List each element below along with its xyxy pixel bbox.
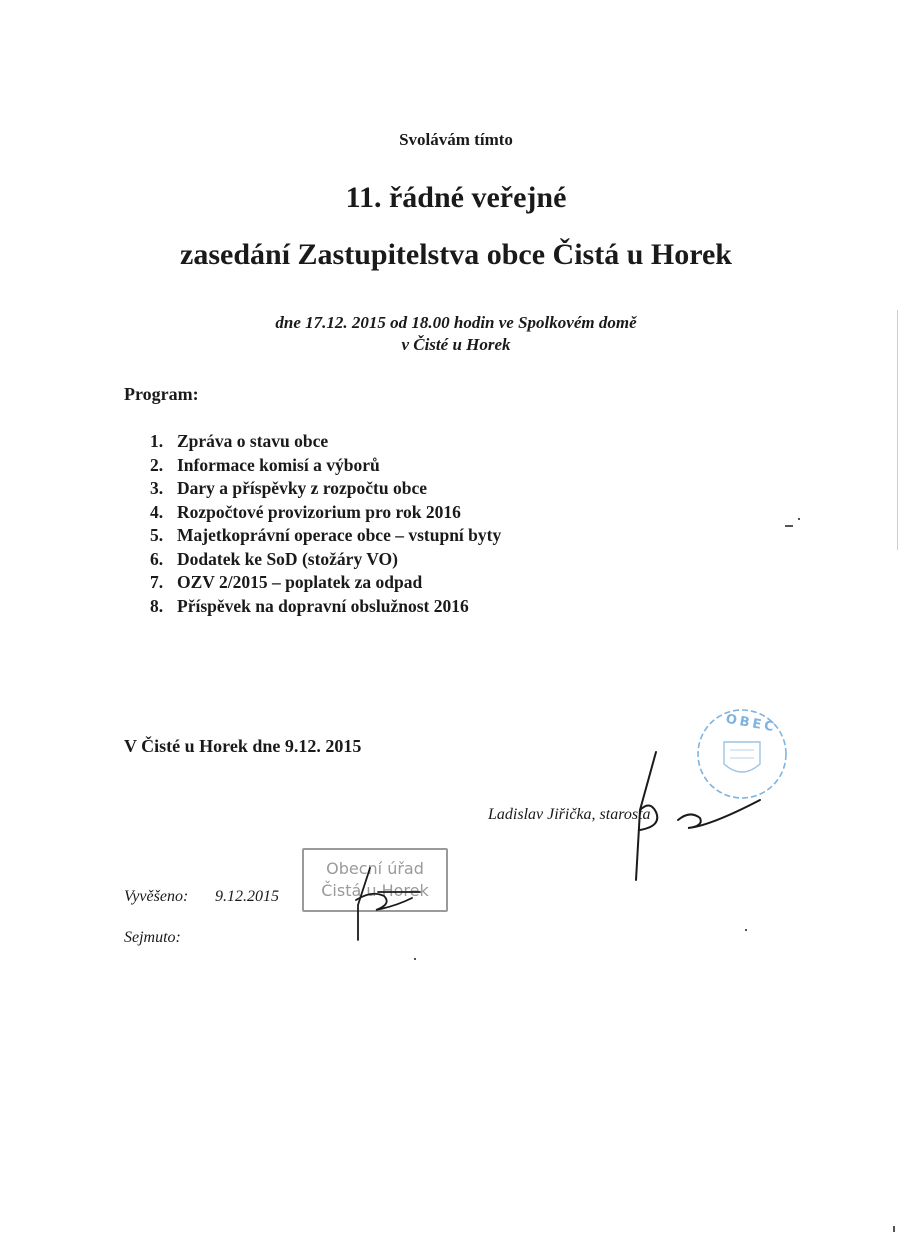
meeting-place-line: v Čisté u Horek: [401, 335, 511, 354]
scan-speck: [414, 958, 416, 960]
mayor-name: Ladislav Jiřička, starosta: [488, 806, 651, 823]
agenda-list: [150, 430, 501, 618]
agenda-item: [150, 524, 501, 548]
agenda-item-number: 8.: [150, 595, 164, 616]
agenda-item: [150, 454, 501, 478]
agenda-item-text: Informace komisí a výborů: [177, 454, 380, 475]
agenda-item-text: Zpráva o stavu obce: [177, 431, 329, 451]
municipal-seal-icon: [690, 702, 790, 802]
agenda-item: [150, 548, 501, 572]
place-and-date: V Čisté u Horek dne 9.12. 2015: [124, 736, 362, 756]
scan-speck: [798, 518, 800, 520]
agenda-item-number: 6.: [150, 548, 164, 569]
agenda-item-number: 7.: [150, 572, 164, 592]
agenda-item: [150, 501, 501, 525]
agenda-item: [150, 571, 501, 595]
agenda-item-text: Dodatek ke SoD (stožáry VO): [177, 548, 398, 569]
svg-text:OBEC: OBEC: [724, 711, 778, 736]
removed-label: Sejmuto:: [124, 929, 181, 946]
title-line-1: 11. řádné veřejné: [345, 181, 567, 214]
agenda-item: [150, 477, 501, 501]
agenda-item-text: Příspěvek na dopravní obslužnost 2016: [177, 595, 469, 616]
agenda-item-text: Majetkoprávní operace obce – vstupní byty: [177, 525, 502, 545]
agenda-item-text: Rozpočtové provizorium pro rok 2016: [177, 501, 461, 522]
scan-speck: [745, 929, 747, 931]
agenda-item-text: Dary a příspěvky z rozpočtu obce: [177, 478, 427, 498]
agenda-item-number: 5.: [150, 525, 164, 545]
scan-speck: [893, 1226, 895, 1232]
posted-date: 9.12.2015: [215, 888, 279, 905]
agenda-item-number: 3.: [150, 478, 164, 498]
agenda-item-number: 1.: [150, 431, 164, 451]
agenda-item: [150, 430, 501, 454]
agenda-item-text: OZV 2/2015 – poplatek za odpad: [177, 572, 423, 592]
scan-edge-line: [897, 310, 898, 550]
office-stamp: [302, 848, 448, 912]
office-stamp-line-1: Obecní úřad: [326, 859, 424, 878]
title-line-2: zasedání Zastupitelstva obce Čistá u Horek: [180, 238, 732, 271]
intro-text: Svolávám tímto: [399, 130, 513, 149]
agenda-item: [150, 595, 501, 619]
meeting-details: [0, 312, 900, 356]
agenda-item-number: 2.: [150, 454, 164, 475]
agenda-item-number: 4.: [150, 501, 164, 522]
scan-speck: [785, 525, 793, 527]
program-heading: Program:: [124, 384, 199, 404]
office-stamp-line-2: Čistá u Horek: [321, 881, 429, 900]
meeting-date-line: dne 17.12. 2015 od 18.00 hodin ve Spolkovém domě: [275, 313, 637, 332]
posted-label: Vyvěšeno:: [124, 888, 189, 905]
